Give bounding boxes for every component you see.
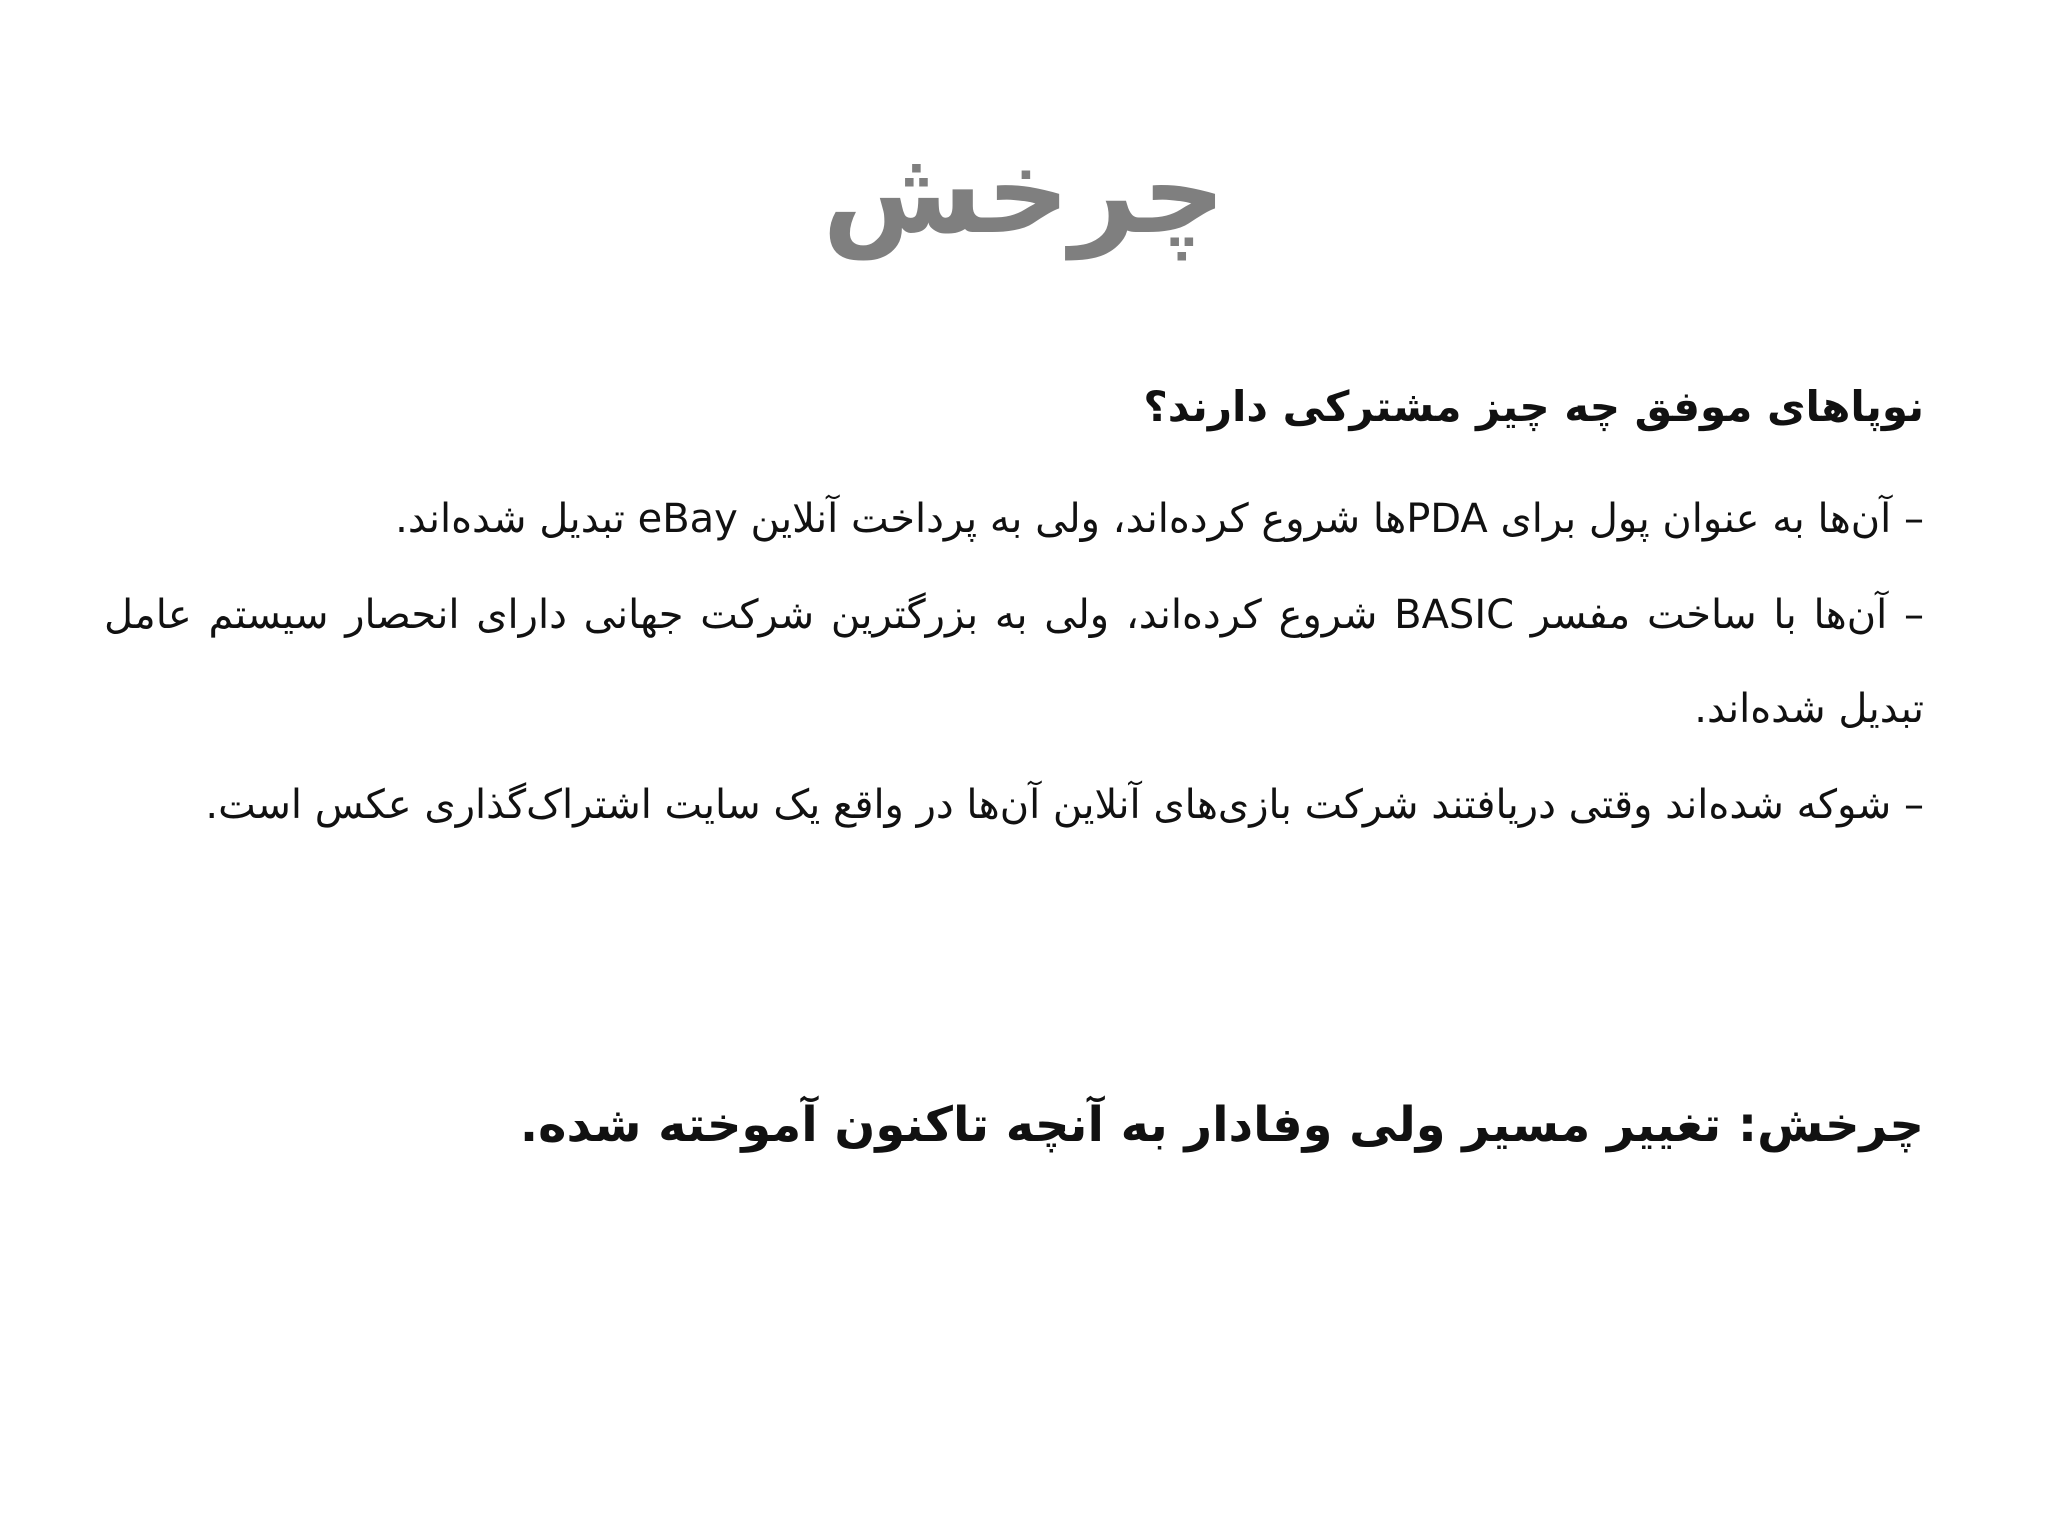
- bullet-item: – آن‌ها با ساخت مفسر BASIC شروع کرده‌اند، ولی به بزرگترین شرکت جهانی دارای انحصار سیستم عامل تبدیل شده‌اند.: [104, 592, 1924, 732]
- bullet-list: [104, 472, 1924, 852]
- conclusion-statement: چرخش: تغییر مسیر ولی وفادار به آنچه تاکنون آموخته شده.: [519, 1097, 1924, 1153]
- slide-title: چرخش: [822, 125, 1226, 260]
- question-heading: نوپاهای موفق چه چیز مشترکی دارند؟: [1143, 382, 1924, 431]
- slide-body: [104, 372, 1924, 854]
- bullet-item: – شوکه شده‌اند وقتی دریافتند شرکت بازی‌های آنلاین آن‌ها در واقع یک سایت اشتراک‌گذاری عکس است.: [205, 782, 1924, 828]
- bullet-item: – آن‌ها به عنوان پول برای PDAها شروع کرده‌اند، ولی به پرداخت آنلاین eBay تبدیل شده‌اند.: [395, 496, 1924, 542]
